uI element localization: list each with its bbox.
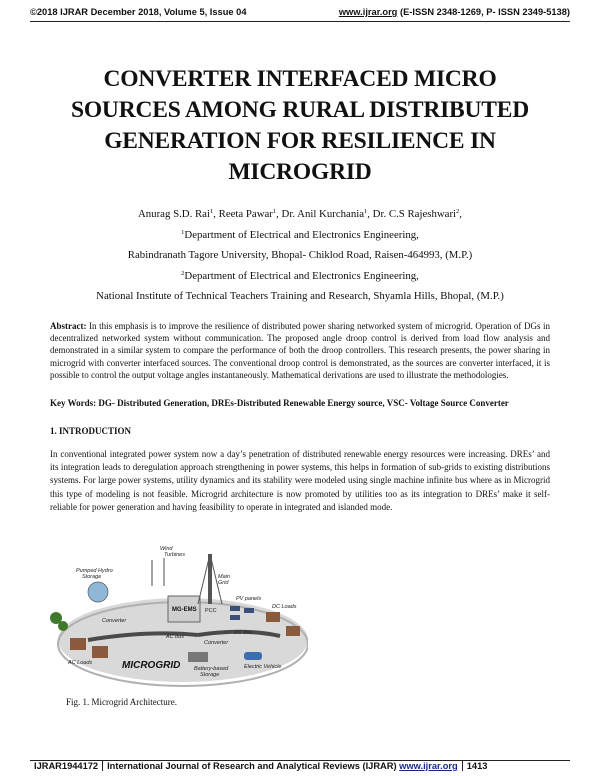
pv-panel [244,608,254,613]
label-converter: Converter [102,618,127,624]
label-ac-loads: AC Loads [68,660,93,666]
label-ac-bus: AC bus [166,634,185,640]
introduction-paragraph: In conventional integrated power system now a day’s penetration of distributed renewable energy resources were increasing. DREs’ and its integration leads to deregulation approach strengthening in power systems, this helps in formation of sub-grids to existing distributions systems. For large power systems, utility dynamics and its stability were modeled using single machine infinite bus where as in Microgrid this type of modeling is not feasible. Microgrid architecture is now promoted by utilities too as its integration to DREs’ make it self-reliable for power generation and having feasibility to operate in integrated and islanded mode. [50,449,550,512]
author-name: Dr. Anil Kurchania [281,208,365,220]
abstract-text: In this emphasis is to improve the resilience of distributed power sharing networked system of microgrid. Operation of DGs in decentralized networked system without communication. The proposed angle droop control is derived from load flow analysis and demonstrated in a similar system to compare the performance of both the droop controllers. This research presents, the power sharing in microgrid with converter interfaced sources. The conventional droop control is demonstrated, as the sources are converter interfaced, it is possible to control the output voltage angles instantaneously. Mathematical derivations are used to illustrate the methodologies. [50,321,551,380]
label-dc-bus: DC bus [234,630,253,636]
abstract-label: Abstract: [50,321,87,331]
label-wind: Wind [160,546,173,552]
header-journal-info: ©2018 IJRAR December 2018, Volume 5, Issue 04 [30,7,247,17]
pv-panel [230,606,240,611]
label-battery-storage: Storage [200,672,220,678]
title-line: SOURCES AMONG RURAL DISTRIBUTED [70,97,530,123]
keywords: Key Words: DG- Distributed Generation, DREs-Distributed Renewable Energy source, VSC- Voltage Source Converter [50,398,509,408]
paper-title [40,64,560,188]
label-converter: Converter [204,640,229,646]
header-divider [30,21,570,22]
footer-page-number: 1413 [462,761,492,771]
author-line: Anurag S.D. Rai$^1$, Reeta Pawar$^1$, Dr. Anil Kurchania$^1$, Dr. C.S Rajeshwari$^2$, [137,208,462,220]
header-url[interactable]: www.ijrar.org [338,7,398,17]
label-turbines: Turbines [164,552,185,558]
label-dc-loads: DC Loads [272,604,297,610]
affiliation-1-dept: $^1$Department of Electrical and Electronics Engineering, [181,228,419,241]
author-name: Anurag S.D. Rai [137,208,210,220]
affiliation-2-institute: National Institute of Technical Teachers Training and Research, Shyamla Hills, Bhopal, (M.P.) [96,290,504,302]
title-line: GENERATION FOR RESILIENCE IN [104,128,496,154]
label-main: Main [218,574,230,580]
label-storage: Storage [82,574,102,580]
header-issn: (E-ISSN 2348-1269, P- ISSN 2349-5138) [399,7,570,17]
dc-load-house [286,626,300,636]
electric-vehicle [244,652,262,660]
header-site-info [339,7,570,17]
author-name: Reeta Pawar [218,208,273,220]
ac-load-house [92,646,108,658]
footer-paper-id: IJRAR1944172 [34,761,99,771]
tree [58,621,68,631]
label-battery: Battery-based [194,666,229,672]
footer-journal-block [102,761,462,771]
label-pcc: PCC [205,608,217,614]
label-electric-vehicle: Electric Vehicle [244,664,282,670]
label-grid: Grid [218,580,229,586]
label-mg-ems: MG-EMS [172,607,197,613]
footer-url[interactable]: www.ijrar.org [399,761,458,771]
microgrid-figure [48,540,308,690]
label-pv-panels: PV panels [236,596,262,602]
ac-load-house [70,638,86,650]
title-line: CONVERTER INTERFACED MICRO [103,66,497,92]
figure-caption: Fig. 1. Microgrid Architecture. [66,697,177,707]
abstract [50,320,550,381]
label-microgrid: MICROGRID [122,660,181,671]
section-heading: 1. INTRODUCTION [50,426,132,436]
affiliation-2-dept: $^2$Department of Electrical and Electronics Engineering, [181,269,419,282]
author-block [30,204,570,307]
pumped-hydro-reservoir [88,582,108,602]
battery-storage [188,652,208,662]
page-footer [30,761,570,771]
author-name: Dr. C.S Rajeshwari [372,208,457,220]
dc-load-house [266,612,280,622]
affiliation-1-institute: Rabindranath Tagore University, Bhopal- Chiklod Road, Raisen-464993, (M.P.) [127,249,473,261]
page-header [30,7,570,17]
title-line: MICROGRID [228,159,372,185]
label-pumped-hydro: Pumped Hydro [76,568,113,574]
footer-journal: International Journal of Research and Analytical Reviews (IJRAR) [107,761,397,771]
pv-panel [230,615,240,620]
